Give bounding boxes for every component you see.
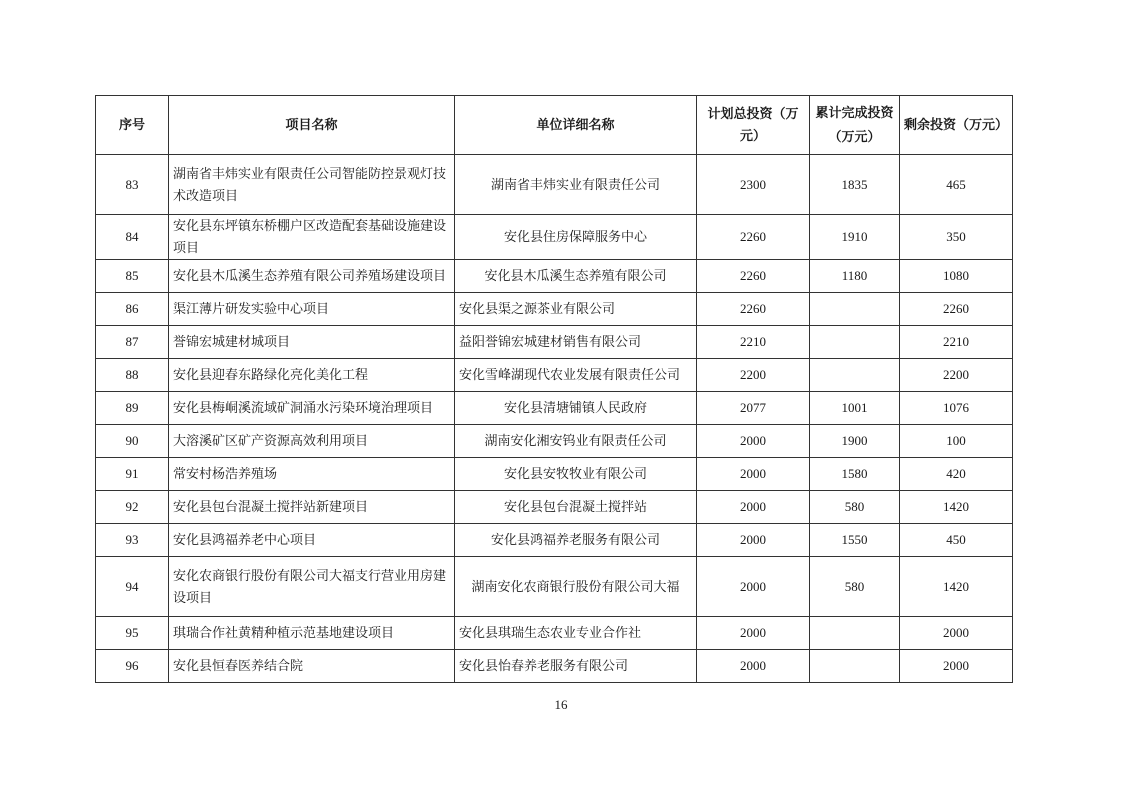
table-row: [96, 524, 1013, 557]
cell-serial: 96: [96, 650, 169, 683]
cell-serial: 85: [96, 260, 169, 293]
cell-serial: 90: [96, 425, 169, 458]
cell-planned: 2260: [697, 215, 810, 260]
table-row: [96, 392, 1013, 425]
cell-project: 安化县包台混凝土搅拌站新建项目: [169, 491, 455, 524]
header-serial-number: 序号: [96, 96, 169, 155]
cell-remaining: 420: [900, 458, 1013, 491]
cell-serial: 91: [96, 458, 169, 491]
investment-table: [95, 95, 1013, 683]
table-body: [96, 155, 1013, 683]
cell-completed: [810, 326, 900, 359]
cell-remaining: 100: [900, 425, 1013, 458]
cell-unit: 安化县包台混凝土搅拌站: [455, 491, 697, 524]
cell-project: 安化县恒春医养结合院: [169, 650, 455, 683]
cell-completed: [810, 293, 900, 326]
cell-planned: 2000: [697, 458, 810, 491]
cell-remaining: 2000: [900, 617, 1013, 650]
cell-serial: 94: [96, 557, 169, 617]
cell-serial: 95: [96, 617, 169, 650]
table-row: [96, 215, 1013, 260]
cell-serial: 86: [96, 293, 169, 326]
header-completed-line1: 累计完成投资: [815, 105, 894, 120]
page-number: 16: [554, 697, 568, 712]
cell-remaining: 1076: [900, 392, 1013, 425]
cell-project: 大溶溪矿区矿产资源高效利用项目: [169, 425, 455, 458]
cell-unit: 湖南省丰炜实业有限责任公司: [455, 155, 697, 215]
cell-planned: 2260: [697, 260, 810, 293]
cell-planned: 2077: [697, 392, 810, 425]
cell-unit: 安化县鸿福养老服务有限公司: [455, 524, 697, 557]
header-project-name: 项目名称: [169, 96, 455, 155]
cell-project: 安化县东坪镇东桥棚户区改造配套基础设施建设项目: [169, 215, 455, 260]
cell-completed: 1550: [810, 524, 900, 557]
cell-serial: 93: [96, 524, 169, 557]
cell-project: 安化县梅峒溪流域矿洞涌水污染环境治理项目: [169, 392, 455, 425]
header-completed-investment: [810, 96, 900, 155]
cell-completed: [810, 617, 900, 650]
cell-planned: 2300: [697, 155, 810, 215]
cell-project: 安化县迎春东路绿化亮化美化工程: [169, 359, 455, 392]
cell-remaining: 1080: [900, 260, 1013, 293]
cell-completed: 1835: [810, 155, 900, 215]
cell-project: 常安村杨浩养殖场: [169, 458, 455, 491]
cell-completed: [810, 359, 900, 392]
cell-project: 安化农商银行股份有限公司大福支行营业用房建设项目: [169, 557, 455, 617]
cell-remaining: 2200: [900, 359, 1013, 392]
cell-serial: 84: [96, 215, 169, 260]
cell-unit: 湖南安化湘安钨业有限责任公司: [455, 425, 697, 458]
table-row: [96, 557, 1013, 617]
cell-unit: 安化县琪瑞生态农业专业合作社: [455, 617, 697, 650]
cell-remaining: 2260: [900, 293, 1013, 326]
cell-serial: 88: [96, 359, 169, 392]
cell-planned: 2000: [697, 524, 810, 557]
cell-unit: 安化县住房保障服务中心: [455, 215, 697, 260]
cell-completed: 1910: [810, 215, 900, 260]
cell-completed: 580: [810, 557, 900, 617]
cell-completed: [810, 650, 900, 683]
cell-planned: 2000: [697, 491, 810, 524]
table-row: [96, 650, 1013, 683]
cell-serial: 83: [96, 155, 169, 215]
cell-planned: 2000: [697, 425, 810, 458]
cell-unit: 安化县安牧牧业有限公司: [455, 458, 697, 491]
cell-project: 渠江薄片研发实验中心项目: [169, 293, 455, 326]
table-row: [96, 359, 1013, 392]
cell-remaining: 350: [900, 215, 1013, 260]
cell-project: 湖南省丰炜实业有限责任公司智能防控景观灯技术改造项目: [169, 155, 455, 215]
cell-unit: 安化雪峰湖现代农业发展有限责任公司: [455, 359, 697, 392]
table-row: [96, 326, 1013, 359]
cell-serial: 89: [96, 392, 169, 425]
cell-planned: 2000: [697, 557, 810, 617]
table-row: [96, 491, 1013, 524]
cell-project: 誉锦宏城建材城项目: [169, 326, 455, 359]
cell-planned: 2210: [697, 326, 810, 359]
cell-serial: 92: [96, 491, 169, 524]
table-row: [96, 260, 1013, 293]
cell-completed: 1001: [810, 392, 900, 425]
table-row: [96, 293, 1013, 326]
cell-planned: 2200: [697, 359, 810, 392]
cell-planned: 2000: [697, 650, 810, 683]
cell-project: 琪瑞合作社黄精种植示范基地建设项目: [169, 617, 455, 650]
cell-unit: 安化县清塘铺镇人民政府: [455, 392, 697, 425]
header-completed-line2: （万元）: [828, 129, 881, 144]
cell-project: 安化县鸿福养老中心项目: [169, 524, 455, 557]
cell-completed: 1900: [810, 425, 900, 458]
cell-remaining: 1420: [900, 557, 1013, 617]
table-row: [96, 425, 1013, 458]
table-row: [96, 155, 1013, 215]
table-header: [96, 96, 1013, 155]
header-unit-name: 单位详细名称: [455, 96, 697, 155]
cell-remaining: 2000: [900, 650, 1013, 683]
header-remaining-investment: 剩余投资（万元）: [900, 96, 1013, 155]
cell-unit: 安化县怡春养老服务有限公司: [455, 650, 697, 683]
cell-remaining: 1420: [900, 491, 1013, 524]
cell-remaining: 465: [900, 155, 1013, 215]
cell-unit: 益阳誉锦宏城建材销售有限公司: [455, 326, 697, 359]
cell-unit: 安化县渠之源茶业有限公司: [455, 293, 697, 326]
cell-remaining: 450: [900, 524, 1013, 557]
cell-remaining: 2210: [900, 326, 1013, 359]
header-planned-investment: 计划总投资（万元）: [697, 96, 810, 155]
cell-serial: 87: [96, 326, 169, 359]
cell-planned: 2260: [697, 293, 810, 326]
cell-completed: 580: [810, 491, 900, 524]
cell-unit: 湖南安化农商银行股份有限公司大福: [455, 557, 697, 617]
cell-completed: 1180: [810, 260, 900, 293]
cell-planned: 2000: [697, 617, 810, 650]
cell-unit: 安化县木瓜溪生态养殖有限公司: [455, 260, 697, 293]
table-row: [96, 458, 1013, 491]
table-row: [96, 617, 1013, 650]
cell-project: 安化县木瓜溪生态养殖有限公司养殖场建设项目: [169, 260, 455, 293]
header-row: [96, 96, 1013, 155]
cell-completed: 1580: [810, 458, 900, 491]
